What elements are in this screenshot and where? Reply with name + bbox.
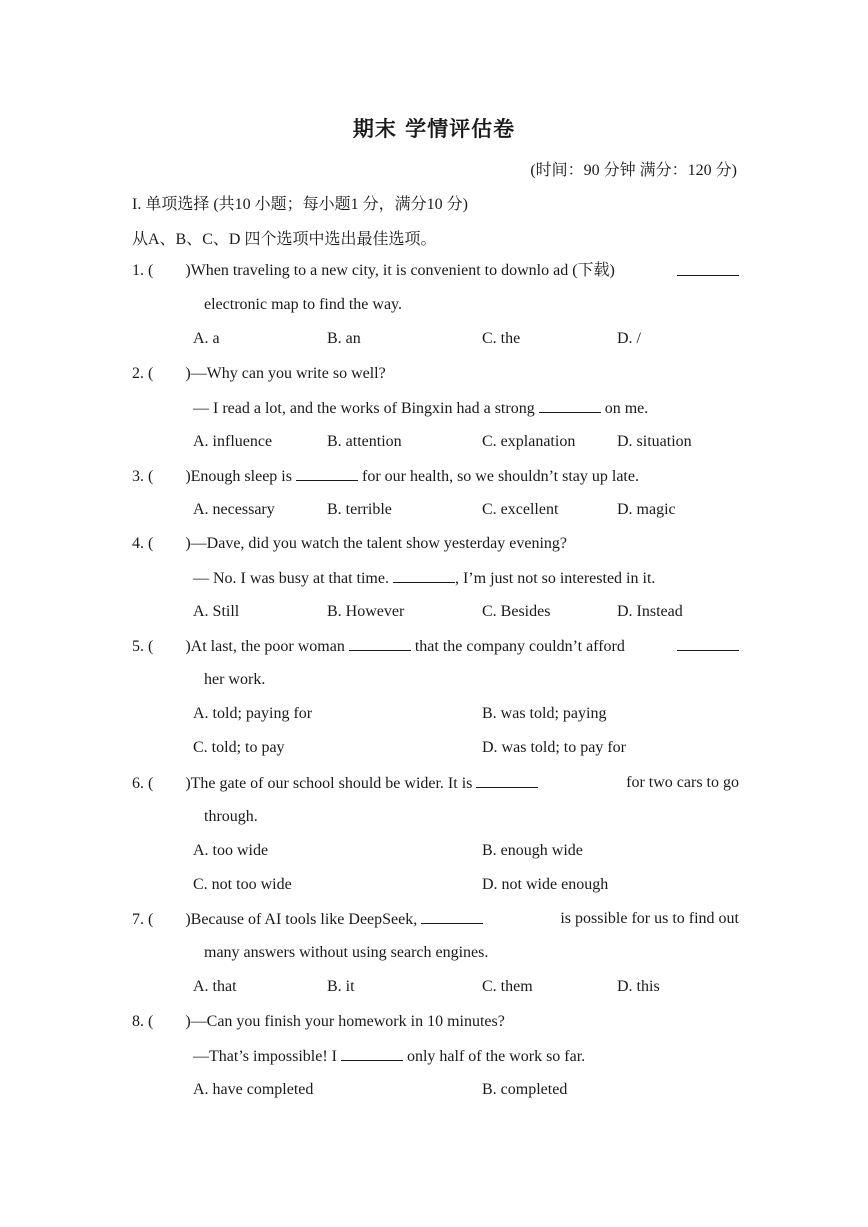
question-stem: [132, 635, 739, 669]
option-c[interactable]: C. Besides: [482, 603, 551, 620]
option-d[interactable]: D. /: [617, 330, 641, 347]
question-stem: [132, 772, 739, 806]
question-text-a: )At last, the poor woman: [153, 638, 349, 655]
option-c[interactable]: C. them: [482, 978, 533, 995]
answer-blank[interactable]: [341, 1045, 403, 1061]
reply-text-before: — I read a lot, and the works of Bingxin had a strong: [193, 400, 539, 417]
question-4: [132, 533, 739, 635]
options-row: [132, 976, 739, 1010]
answer-blank-2[interactable]: [677, 635, 739, 651]
question-stem: [132, 260, 739, 294]
question-text-continued: her work.: [204, 671, 266, 688]
option-a[interactable]: A. told; paying for: [193, 705, 313, 722]
question-text-before: )Because of AI tools like DeepSeek,: [153, 911, 422, 928]
option-b[interactable]: B. enough wide: [482, 842, 583, 859]
option-c[interactable]: C. the: [482, 330, 521, 347]
option-d[interactable]: D. Instead: [617, 603, 683, 620]
question-number: 5. (: [132, 638, 154, 655]
question-text-after: for our health, so we shouldn’t stay up late.: [357, 468, 639, 485]
question-text-continued: through.: [204, 808, 258, 825]
reply-text-after: on me.: [600, 400, 649, 417]
question-text: )When traveling to a new city, it is convenient to downlo ad (下载): [153, 262, 619, 279]
question-text-continued: many answers without using search engines.: [204, 944, 489, 961]
question-reply: [132, 397, 739, 431]
answer-blank[interactable]: [296, 465, 358, 481]
exam-time-score: (时间：90 分钟 满分：120 分): [530, 162, 737, 179]
question-reply: [132, 567, 739, 601]
option-a[interactable]: A. that: [193, 978, 237, 995]
options-row: [132, 601, 739, 635]
option-c[interactable]: C. excellent: [482, 501, 559, 518]
question-1: [132, 260, 739, 362]
question-number: 2. (: [132, 365, 154, 382]
option-b[interactable]: B. attention: [327, 433, 402, 450]
answer-blank[interactable]: [476, 772, 538, 788]
option-d[interactable]: D. was told; to pay for: [482, 739, 626, 756]
option-b[interactable]: B. was told; paying: [482, 705, 607, 722]
section-instruction: 从A、B、C、D 四个选项中选出最佳选项。: [132, 231, 437, 248]
question-stem: [132, 533, 739, 567]
question-stem: [132, 1011, 739, 1045]
question-number: 3. (: [132, 468, 154, 485]
question-text-before: )Enough sleep is: [153, 468, 296, 485]
option-c[interactable]: C. not too wide: [193, 876, 292, 893]
option-a[interactable]: A. too wide: [193, 842, 269, 859]
option-c[interactable]: C. told; to pay: [193, 739, 285, 756]
option-d[interactable]: D. not wide enough: [482, 876, 609, 893]
options-row-1: [132, 703, 739, 737]
option-a[interactable]: A. a: [193, 330, 220, 347]
question-reply: [132, 1045, 739, 1079]
question-2: [132, 363, 739, 465]
question-8: [132, 1011, 739, 1113]
options-row: [132, 431, 739, 465]
page-title: 期末 学情评估卷: [352, 117, 516, 141]
answer-blank[interactable]: [677, 260, 739, 276]
options-row: [132, 1079, 739, 1113]
option-b[interactable]: B. an: [327, 330, 361, 347]
question-text-before: )The gate of our school should be wider. It is: [153, 775, 477, 792]
option-d[interactable]: D. this: [617, 978, 660, 995]
option-b[interactable]: B. completed: [482, 1081, 568, 1098]
option-d[interactable]: D. situation: [617, 433, 692, 450]
reply-text-before: —That’s impossible! I: [193, 1048, 341, 1065]
option-a[interactable]: A. have completed: [193, 1081, 314, 1098]
question-number: 6. (: [132, 775, 154, 792]
question-number: 4. (: [132, 535, 154, 552]
question-stem: [132, 465, 739, 499]
question-text-after: for two cars to go: [622, 774, 739, 791]
question-7: [132, 908, 739, 1010]
options-row-1: [132, 840, 739, 874]
answer-blank[interactable]: [393, 567, 455, 583]
question-stem: [132, 908, 739, 942]
question-text-b: that the company couldn’t afford: [410, 638, 629, 655]
option-b[interactable]: B. it: [327, 978, 355, 995]
answer-blank[interactable]: [539, 397, 601, 413]
options-row-2: [132, 874, 739, 908]
question-stem: [132, 363, 739, 397]
answer-blank[interactable]: [421, 908, 483, 924]
option-a[interactable]: A. necessary: [193, 501, 275, 518]
question-6: [132, 772, 739, 908]
options-row: [132, 499, 739, 533]
option-a[interactable]: A. influence: [193, 433, 273, 450]
option-c[interactable]: C. explanation: [482, 433, 576, 450]
reply-text-after: only half of the work so far.: [402, 1048, 586, 1065]
question-number: 7. (: [132, 911, 154, 928]
reply-text-before: — No. I was busy at that time.: [193, 570, 393, 587]
options-row: [132, 328, 739, 362]
answer-blank-1[interactable]: [349, 635, 411, 651]
question-text: )—Why can you write so well?: [153, 365, 386, 382]
reply-text-after: , I’m just not so interested in it.: [454, 570, 656, 587]
question-number: 8. (: [132, 1013, 154, 1030]
question-5: [132, 635, 739, 771]
question-text-continued: electronic map to find the way.: [204, 296, 402, 313]
option-b[interactable]: B. terrible: [327, 501, 392, 518]
question-text: )—Dave, did you watch the talent show yesterday evening?: [153, 535, 567, 552]
question-text: )—Can you finish your homework in 10 minutes?: [153, 1013, 505, 1030]
question-text-after: is possible for us to find out: [556, 910, 739, 927]
option-b[interactable]: B. However: [327, 603, 405, 620]
option-d[interactable]: D. magic: [617, 501, 676, 518]
question-number: 1. (: [132, 262, 154, 279]
options-row-2: [132, 737, 739, 771]
option-a[interactable]: A. Still: [193, 603, 240, 620]
section-heading: I. 单项选择 (共10 小题；每小题1 分，满分10 分): [132, 196, 468, 213]
question-3: [132, 465, 739, 533]
